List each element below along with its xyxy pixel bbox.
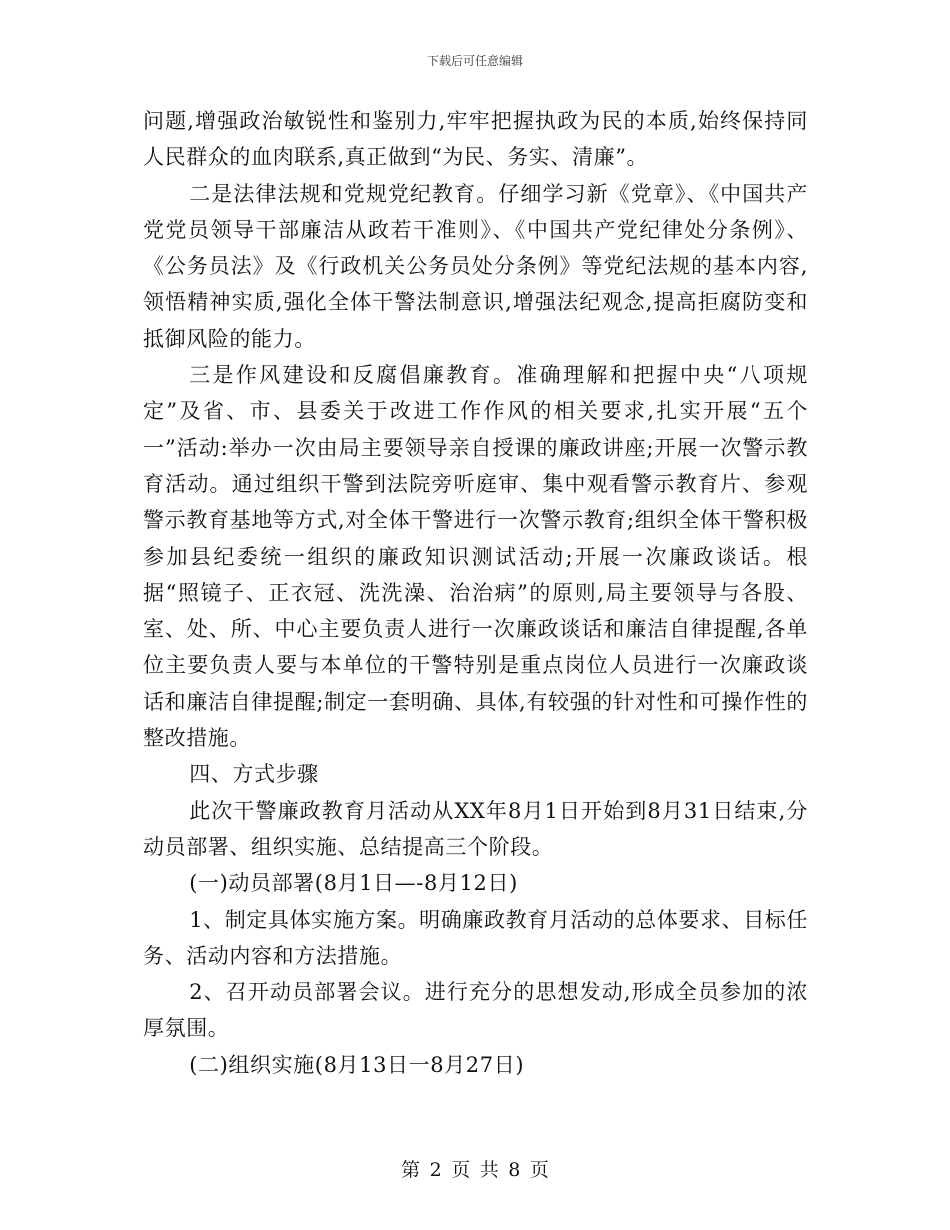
footer-prefix: 第 (401, 1159, 421, 1181)
paragraph-2: 二是法律法规和党规党纪教育。仔细学习新《党章》、《中国共产党党员领导干部廉洁从政若干准则》、《中国共产党纪律处分条例》、《公务员法》及《行政机关公务员处分条例》等党纪法规的基本内容,领悟精神实质,强化全体干警法制意识,增强法纪观念,提高拒腐防变和抵御风险的能力。 (143, 181, 808, 351)
page-number-footer (0, 1155, 950, 1182)
footer-current-page: 2 (429, 1159, 442, 1181)
list-item-1: 1、制定具体实施方案。明确廉政教育月活动的总体要求、目标任务、活动内容和方法措施。 (143, 907, 808, 968)
subsection-heading-2: (二)组织实施(8月13日一8月27日) (189, 1052, 525, 1077)
footer-total-pages: 8 (508, 1159, 521, 1181)
paragraph-5: 此次干警廉政教育月活动从XX年8月1日开始到8月31日结束,分动员部署、组织实施、总结提高三个阶段。 (143, 798, 808, 859)
footer-join: 共 (479, 1159, 499, 1181)
page-header: 下载后可任意编辑 (426, 54, 523, 68)
paragraph-1: 问题,增强政治敏锐性和鉴别力,牢牢把握执政为民的本质,始终保持同人民群众的血肉联系,真正做到“为民、务实、清廉”。 (143, 109, 808, 170)
footer-page-word: 页 (451, 1159, 471, 1181)
paragraph-3: 三是作风建设和反腐倡廉教育。准确理解和把握中央“八项规定”及省、市、县委关于改进工作作风的相关要求,扎实开展“五个一”活动:举办一次由局主要领导亲自授课的廉政讲座;开展一次警示教育活动。通过组织干警到法院旁听庭审、集中观看警示教育片、参观警示教育基地等方式,对全体干警进行一次警示教育;组织全体干警积极参加县纪委统一组织的廉政知识测试活动;开展一次廉政谈话。根据“照镜子、正衣冠、洗洗澡、治治病”的原则,局主要领导与各股、室、处、所、中心主要负责人进行一次廉政谈话和廉洁自律提醒,各单位主要负责人要与本单位的干警特别是重点岗位人员进行一次廉政谈话和廉洁自律提醒;制定一套明确、具体,有较强的针对性和可操作性的整改措施。 (143, 363, 808, 751)
footer-suffix: 页 (529, 1159, 549, 1181)
document-body (143, 103, 808, 1083)
section-heading-4: 四、方式步骤 (189, 762, 319, 787)
list-item-2: 2、召开动员部署会议。进行充分的思想发动,形成全员参加的浓厚氛围。 (143, 980, 808, 1041)
subsection-heading-1: (一)动员部署(8月1日—-8月12日) (189, 871, 518, 896)
